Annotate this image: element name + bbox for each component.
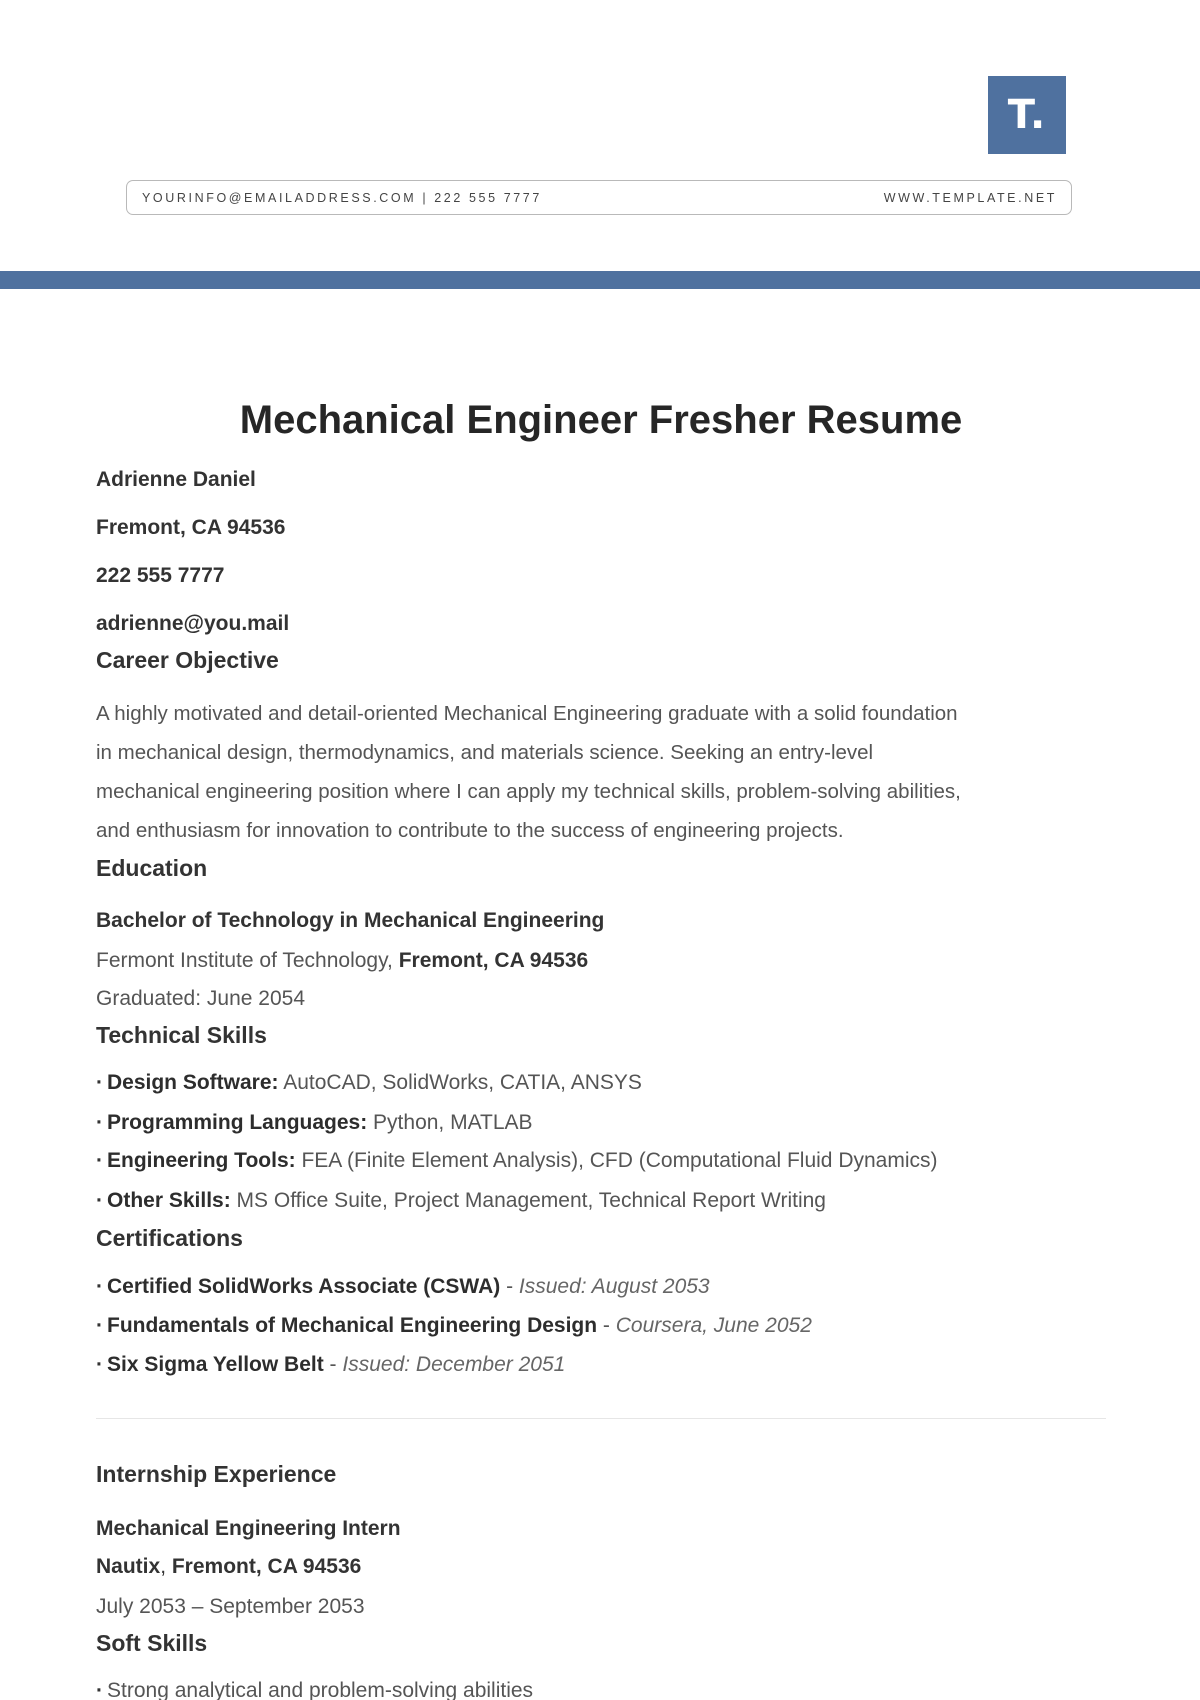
objective-line: A highly motivated and detail-oriented Mechanical Engineering graduate with a solid foundation — [96, 702, 958, 725]
soft-skill-item — [96, 1678, 533, 1700]
education-graduation-date: Graduated: June 2054 — [96, 987, 305, 1010]
skill-item — [96, 1148, 938, 1174]
header-banner — [0, 271, 1200, 289]
education-institution — [96, 948, 588, 974]
skill-item — [96, 1188, 826, 1214]
skill-value: FEA (Finite Element Analysis), CFD (Computational Fluid Dynamics) — [301, 1149, 938, 1172]
certification-item — [96, 1313, 812, 1339]
skill-item — [96, 1110, 533, 1136]
header-email-phone: YOURINFO@EMAILADDRESS.COM | 222 555 7777 — [142, 190, 542, 205]
bullet-icon: · — [96, 1189, 103, 1212]
company-location: Fremont, CA 94536 — [171, 1555, 362, 1578]
education-degree: Bachelor of Technology in Mechanical Engineering — [96, 909, 605, 932]
skill-value: MS Office Suite, Project Management, Technical Report Writing — [236, 1189, 826, 1212]
section-heading-soft-skills: Soft Skills — [96, 1630, 208, 1656]
bullet-icon: · — [96, 1149, 103, 1172]
skill-label: Programming Languages: — [107, 1111, 368, 1134]
section-heading-education: Education — [96, 855, 208, 881]
certification-detail: Issued: August 2053 — [518, 1275, 710, 1298]
internship-dates: July 2053 – September 2053 — [96, 1595, 365, 1618]
skill-label: Other Skills: — [107, 1189, 231, 1212]
certification-separator: - — [323, 1353, 343, 1376]
bullet-icon: · — [96, 1679, 103, 1700]
company-separator: , — [160, 1555, 172, 1578]
candidate-address: Fremont, CA 94536 — [96, 516, 286, 539]
bullet-icon: · — [96, 1314, 103, 1337]
section-heading-career-objective: Career Objective — [96, 647, 279, 673]
internship-company — [96, 1554, 361, 1580]
section-heading-technical-skills: Technical Skills — [96, 1022, 267, 1048]
header-contact-bar — [126, 180, 1072, 215]
skill-label: Engineering Tools: — [107, 1149, 296, 1172]
internship-role: Mechanical Engineering Intern — [96, 1517, 401, 1540]
skill-value: AutoCAD, SolidWorks, CATIA, ANSYS — [283, 1071, 642, 1094]
soft-skill-text: Strong analytical and problem-solving abilities — [107, 1679, 534, 1700]
bullet-icon: · — [96, 1111, 103, 1134]
objective-line: and enthusiasm for innovation to contribute to the success of engineering projects. — [96, 819, 844, 842]
certification-detail: Issued: December 2051 — [342, 1353, 566, 1376]
certification-separator: - — [500, 1275, 519, 1298]
institution-name: Fermont Institute of Technology, — [96, 949, 393, 972]
bullet-icon: · — [96, 1071, 103, 1094]
certification-item — [96, 1274, 710, 1300]
certification-separator: - — [597, 1314, 616, 1337]
objective-line: in mechanical design, thermodynamics, and materials science. Seeking an entry-level — [96, 741, 874, 764]
candidate-name: Adrienne Daniel — [96, 468, 256, 491]
certification-name: Certified SolidWorks Associate (CSWA) — [107, 1275, 501, 1298]
section-divider — [96, 1418, 1106, 1419]
certification-name: Fundamentals of Mechanical Engineering Design — [107, 1314, 598, 1337]
section-heading-certifications: Certifications — [96, 1225, 243, 1251]
certification-item — [96, 1352, 565, 1378]
institution-location: Fremont, CA 94536 — [398, 949, 589, 972]
candidate-email: adrienne@you.mail — [96, 612, 290, 635]
section-heading-internship: Internship Experience — [96, 1461, 337, 1487]
skill-item — [96, 1070, 642, 1096]
career-objective-text — [96, 694, 1106, 850]
certification-name: Six Sigma Yellow Belt — [107, 1353, 324, 1376]
header-website-link[interactable]: WWW.TEMPLATE.NET — [883, 190, 1057, 205]
bullet-icon: · — [96, 1275, 103, 1298]
certification-detail: Coursera, June 2052 — [615, 1314, 812, 1337]
candidate-phone: 222 555 7777 — [96, 564, 225, 587]
skill-label: Design Software: — [107, 1071, 279, 1094]
template-logo: T. — [988, 76, 1066, 154]
page-title: Mechanical Engineer Fresher Resume — [239, 398, 963, 442]
company-name: Nautix — [96, 1555, 161, 1578]
skill-value: Python, MATLAB — [373, 1111, 533, 1134]
objective-line: mechanical engineering position where I can apply my technical skills, problem-solving abilities, — [96, 780, 961, 803]
bullet-icon: · — [96, 1353, 103, 1376]
